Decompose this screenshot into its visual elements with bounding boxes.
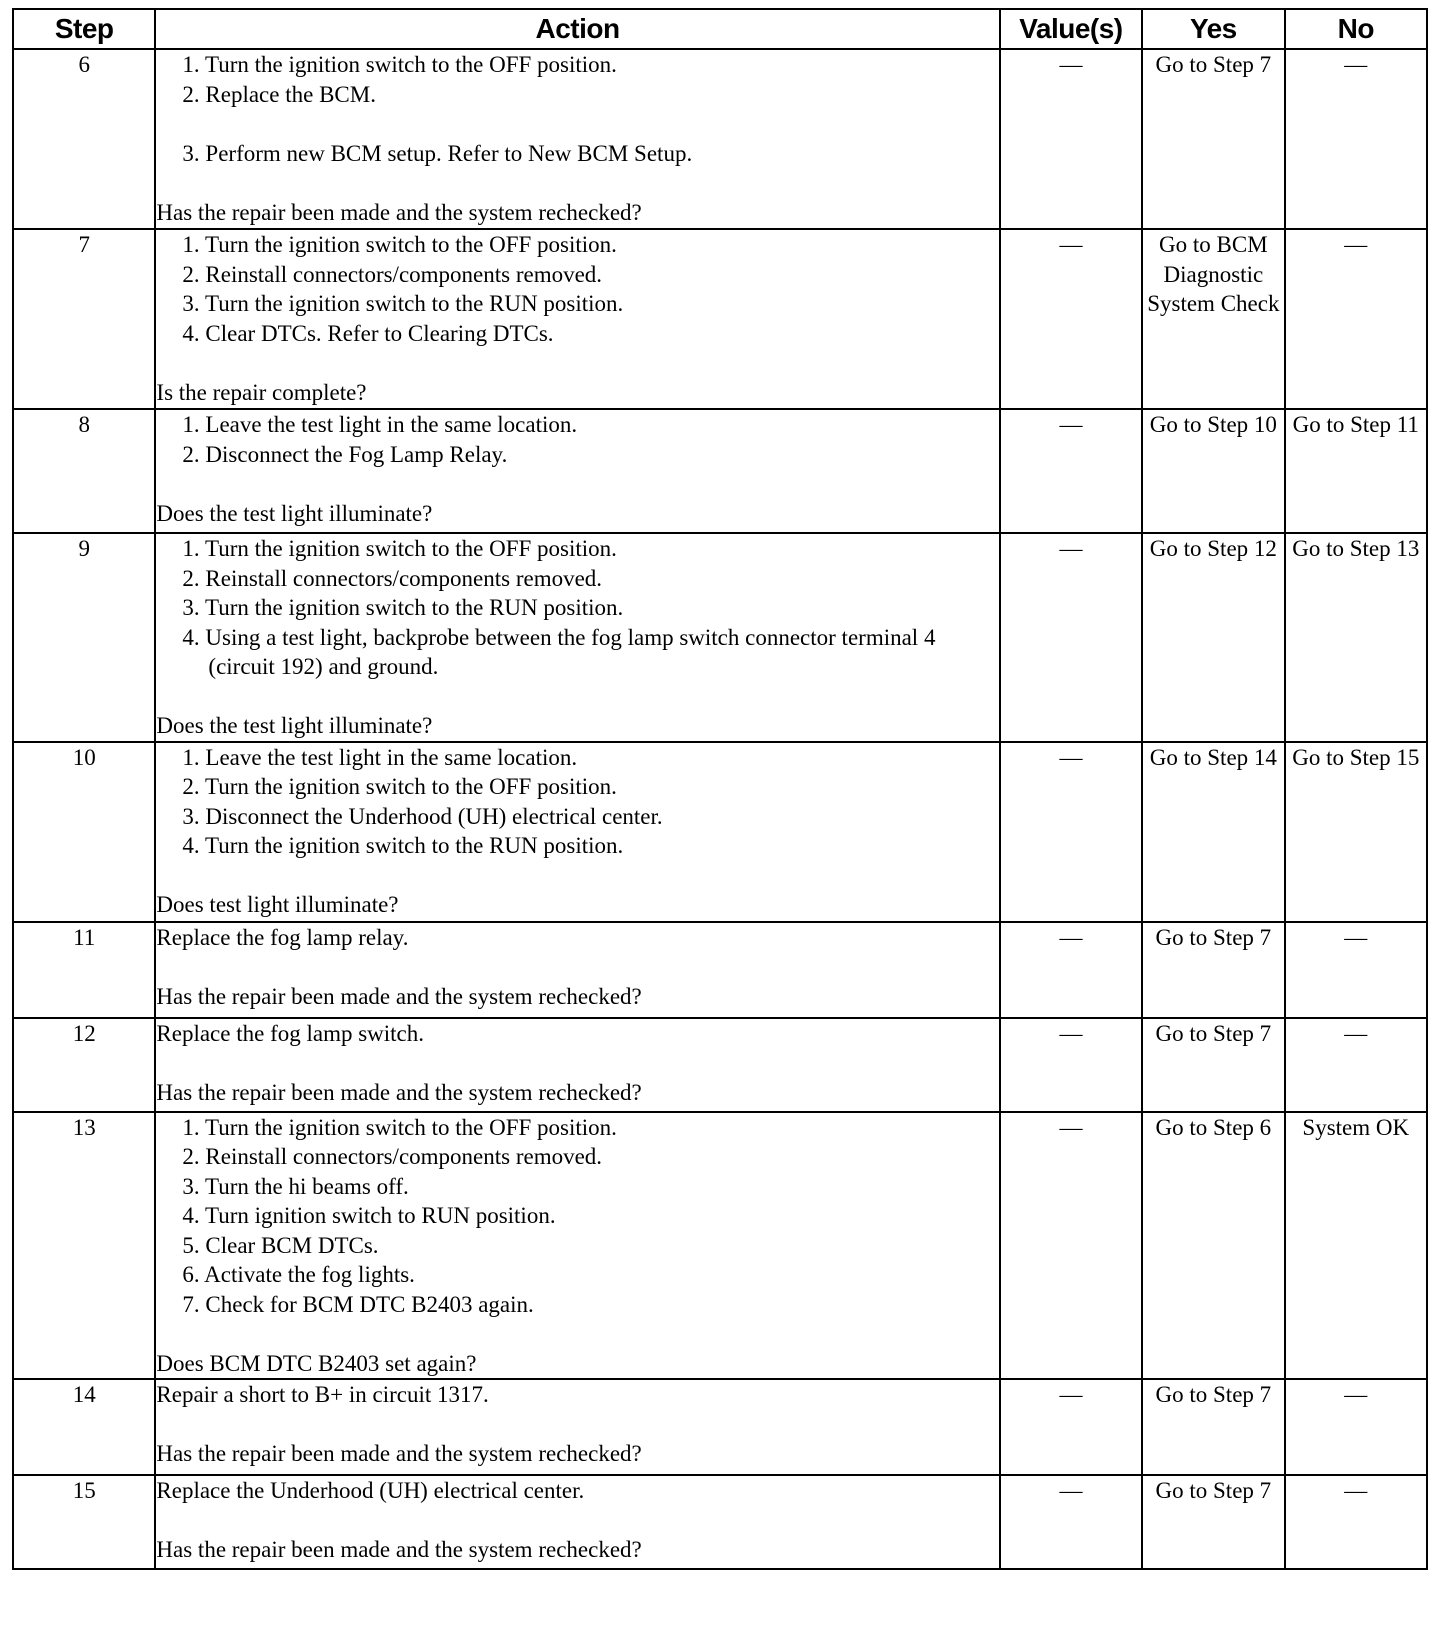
no-cell: —: [1285, 1018, 1427, 1112]
no-cell: Go to Step 13: [1285, 533, 1427, 742]
step-number: 8: [13, 409, 155, 533]
action-step: 4. Clear DTCs. Refer to Clearing DTCs.: [182, 320, 554, 346]
step-number: 12: [13, 1018, 155, 1112]
action-spacer: [156, 109, 998, 139]
yes-cell: Go to Step 7: [1142, 922, 1284, 1018]
yes-cell: Go to Step 10: [1142, 409, 1284, 533]
action-question: Does test light illuminate?: [156, 892, 399, 917]
action-text: Repair a short to B+ in circuit 1317.: [156, 1382, 489, 1407]
diagnostic-table-page: [12, 8, 1428, 1570]
values-cell: —: [1000, 1475, 1142, 1569]
action-step: 2. Reinstall connectors/components removed.: [182, 261, 603, 287]
step-number: 10: [13, 742, 155, 922]
action-step: 7. Check for BCM DTC B2403 again.: [182, 1291, 534, 1317]
action-question: Is the repair complete?: [156, 379, 367, 405]
action-steps-list: [156, 410, 998, 469]
question-spacer: [156, 348, 998, 378]
no-cell: —: [1285, 1379, 1427, 1475]
action-step: 1. Turn the ignition switch to the OFF position.: [182, 52, 617, 77]
yes-cell: Go to Step 7: [1142, 1379, 1284, 1475]
action-step: 2. Replace the BCM.: [182, 81, 376, 107]
values-cell: —: [1000, 742, 1142, 922]
action-cell: [155, 922, 999, 1018]
action-question: Has the repair been made and the system rechecked?: [156, 1537, 642, 1562]
table-body: [13, 49, 1427, 1569]
values-cell: —: [1000, 533, 1142, 742]
action-step: 2. Reinstall connectors/components removed.: [182, 565, 603, 591]
action-cell: [155, 229, 999, 409]
values-cell: —: [1000, 922, 1142, 1018]
step-number: 7: [13, 229, 155, 409]
values-cell: —: [1000, 49, 1142, 229]
action-step: 3. Disconnect the Underhood (UH) electrical center.: [182, 803, 663, 829]
no-cell: System OK: [1285, 1112, 1427, 1380]
action-cell: [155, 49, 999, 229]
yes-cell: Go to Step 7: [1142, 1475, 1284, 1569]
question-spacer: [156, 469, 998, 499]
values-cell: —: [1000, 409, 1142, 533]
action-step: 3. Perform new BCM setup. Refer to New BCM Setup.: [182, 140, 693, 166]
step-number: 6: [13, 49, 155, 229]
header-no: No: [1285, 9, 1427, 49]
action-step: 1. Turn the ignition switch to the OFF position.: [182, 1114, 617, 1140]
action-step: 1. Leave the test light in the same location.: [182, 744, 578, 770]
yes-cell: Go to Step 12: [1142, 533, 1284, 742]
step-number: 15: [13, 1475, 155, 1569]
table-header-row: [13, 9, 1427, 49]
action-question: Has the repair been made and the system rechecked?: [156, 1441, 642, 1466]
action-cell: [155, 742, 999, 922]
table-row: [13, 409, 1427, 533]
action-step: 4. Using a test light, backprobe between the fog lamp switch connector terminal 4 (circuit 192) and ground.: [182, 624, 936, 679]
action-step: 1. Leave the test light in the same location.: [182, 412, 578, 437]
action-question: Has the repair been made and the system rechecked?: [156, 199, 642, 225]
action-question: Has the repair been made and the system rechecked?: [156, 983, 642, 1009]
action-step: 2. Turn the ignition switch to the OFF position.: [182, 774, 617, 799]
step-number: 9: [13, 533, 155, 742]
step-number: 14: [13, 1379, 155, 1475]
action-question: Does the test light illuminate?: [156, 713, 433, 738]
question-spacer: [156, 682, 998, 712]
action-question: Has the repair been made and the system rechecked?: [156, 1079, 642, 1105]
table-row: [13, 49, 1427, 229]
table-row: [13, 1379, 1427, 1475]
table-row: [13, 1018, 1427, 1112]
no-cell: —: [1285, 49, 1427, 229]
step-number: 11: [13, 922, 155, 1018]
action-steps-list: [156, 534, 998, 682]
action-question: Does BCM DTC B2403 set again?: [156, 1350, 477, 1376]
question-spacer: [156, 1319, 998, 1349]
values-cell: —: [1000, 1379, 1142, 1475]
action-text: Replace the fog lamp switch.: [156, 1020, 425, 1046]
action-text: Replace the fog lamp relay.: [156, 924, 409, 950]
action-steps-list: [156, 743, 998, 861]
table-row: [13, 1475, 1427, 1569]
action-cell: [155, 1379, 999, 1475]
no-cell: Go to Step 15: [1285, 742, 1427, 922]
header-action: Action: [155, 9, 999, 49]
yes-cell: Go to Step 7: [1142, 49, 1284, 229]
action-step: 1. Turn the ignition switch to the OFF position.: [182, 536, 617, 561]
question-spacer: [156, 861, 998, 891]
action-cell: [155, 1112, 999, 1380]
yes-cell: Go to Step 14: [1142, 742, 1284, 922]
action-step: 1. Turn the ignition switch to the OFF position.: [182, 232, 617, 257]
no-cell: —: [1285, 1475, 1427, 1569]
question-spacer: [156, 1048, 998, 1078]
action-step: 2. Reinstall connectors/components removed.: [182, 1144, 603, 1169]
action-steps-list: [156, 1113, 998, 1320]
values-cell: —: [1000, 1112, 1142, 1380]
yes-cell: Go to Step 6: [1142, 1112, 1284, 1380]
action-step: 5. Clear BCM DTCs.: [182, 1232, 379, 1258]
action-cell: [155, 1018, 999, 1112]
table-row: [13, 533, 1427, 742]
no-cell: —: [1285, 922, 1427, 1018]
table-row: [13, 922, 1427, 1018]
no-cell: —: [1285, 229, 1427, 409]
action-cell: [155, 409, 999, 533]
action-cell: [155, 1475, 999, 1569]
step-number: 13: [13, 1112, 155, 1380]
question-spacer: [156, 1506, 998, 1536]
table-row: [13, 229, 1427, 409]
header-yes: Yes: [1142, 9, 1284, 49]
action-cell: [155, 533, 999, 742]
values-cell: —: [1000, 1018, 1142, 1112]
yes-cell: Go to Step 7: [1142, 1018, 1284, 1112]
header-values: Value(s): [1000, 9, 1142, 49]
question-spacer: [156, 1410, 998, 1440]
action-step: 6. Activate the fog lights.: [182, 1262, 415, 1287]
diagnostic-table: [12, 8, 1428, 1570]
action-step: 3. Turn the ignition switch to the RUN position.: [182, 291, 624, 316]
yes-cell: Go to BCM Diagnostic System Check: [1142, 229, 1284, 409]
values-cell: —: [1000, 229, 1142, 409]
action-step: 3. Turn the hi beams off.: [182, 1173, 409, 1199]
table-row: [13, 1112, 1427, 1380]
header-step: Step: [13, 9, 155, 49]
action-step: 4. Turn the ignition switch to the RUN position.: [182, 833, 624, 858]
question-spacer: [156, 952, 998, 982]
question-spacer: [156, 168, 998, 198]
action-question: Does the test light illuminate?: [156, 500, 433, 526]
action-steps-list: [156, 50, 998, 168]
no-cell: Go to Step 11: [1285, 409, 1427, 533]
action-step: 4. Turn ignition switch to RUN position.: [182, 1203, 556, 1228]
action-steps-list: [156, 230, 998, 348]
action-step: 2. Disconnect the Fog Lamp Relay.: [182, 441, 508, 467]
action-text: Replace the Underhood (UH) electrical center.: [156, 1478, 585, 1503]
table-row: [13, 742, 1427, 922]
action-step: 3. Turn the ignition switch to the RUN position.: [182, 595, 624, 620]
